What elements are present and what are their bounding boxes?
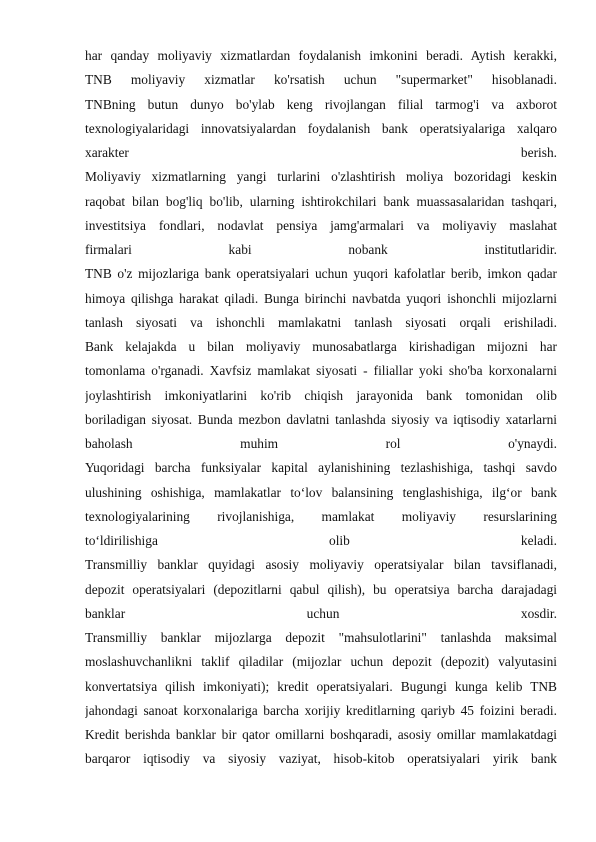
- text-line: tomonlama o'rganadi. Xavfsiz mamlakat siyosati - filiallar yoki sho'ba korxonalarni: [85, 363, 557, 379]
- text-line: TNBning butun dunyo bo'ylab keng rivojlangan filial tarmog'i va axborot: [85, 96, 557, 112]
- text-line: har qanday moliyaviy xizmatlardan foydalanish imkonini beradi. Aytish kerakki,: [85, 48, 557, 63]
- text-line: banklar uchun xosdir.: [85, 605, 557, 621]
- text-line: to‘ldirilishiga olib keladi.: [85, 533, 557, 548]
- text-line: texnologiyalaridagi innovatsiyalardan foydalanish bank operatsiyalariga xalqaro: [85, 120, 557, 136]
- body-text: [85, 44, 557, 772]
- text-line: Bank kelajakda u bilan moliyaviy munosabatlarga kirishadigan mijozni har: [85, 339, 557, 354]
- text-line: konvertatsiya qilish imkoniyati); kredit operatsiyalari. Bugungi kunga kelib TNB: [85, 678, 557, 694]
- text-line: joylashtirish imkoniyatlarini ko'rib chiqish jarayonida bank tomonidan olib: [85, 387, 557, 403]
- text-line: TNB moliyaviy xizmatlar ko'rsatish uchun "supermarket" hisoblanadi.: [85, 72, 557, 88]
- text-line: investitsiya fondlari, nodavlat pensiya jamg'armalari va moliyaviy maslahat: [85, 217, 557, 233]
- text-line: ulushining oshishiga, mamlakatlar to‘lov balansining tenglashishiga, ilg‘or bank: [85, 484, 557, 500]
- text-line: baholash muhim rol o'ynaydi.: [85, 436, 557, 451]
- text-line: Kredit berishda banklar bir qator omillarni boshqaradi, asosiy omillar mamlakatdagi: [85, 727, 557, 742]
- text-line: Yuqoridagi barcha funksiyalar kapital aylanishining tezlashishiga, tashqi savdo: [85, 460, 557, 476]
- text-line: boriladigan siyosat. Bunda mezbon davlatni tanlashda siyosiy va iqtisodiy xatarlarni: [85, 411, 557, 427]
- text-line: texnologiyalarining rivojlanishiga, mamlakat moliyaviy resurslarining: [85, 508, 557, 524]
- text-line: firmalari kabi nobank institutlaridir.: [85, 242, 557, 257]
- text-line: tanlash siyosati va ishonchli mamlakatni tanlash siyosati orqali erishiladi.: [85, 314, 557, 330]
- text-line: Transmilliy banklar mijozlarga depozit "mahsulotlarini" tanlashda maksimal: [85, 630, 557, 645]
- text-line: jahondagi sanoat korxonalariga barcha xorijiy kreditlarning qariyb 45 foizini beradi.: [85, 702, 557, 718]
- text-line: Moliyaviy xizmatlarning yangi turlarini o'zlashtirish moliya bozoridagi keskin: [85, 169, 557, 185]
- text-line: TNB o'z mijozlariga bank operatsiyalari uchun yuqori kafolatlar berib, imkon qadar: [85, 266, 557, 282]
- text-line: barqaror iqtisodiy va siyosiy vaziyat, hisob-kitob operatsiyalari yirik bank: [85, 751, 557, 767]
- text-line: himoya qilishga harakat qiladi. Bunga birinchi navbatda yuqori ishonchli mijozlarni: [85, 290, 557, 306]
- text-line: Transmilliy banklar quyidagi asosiy moliyaviy operatsiyalar bilan tavsiflanadi,: [85, 557, 557, 573]
- text-line: moslashuvchanlikni taklif qiladilar (mijozlar uchun depozit (depozit) valyutasini: [85, 654, 557, 670]
- text-line: raqobat bilan bog'liq bo'lib, ularning ishtirokchilari bank muassasalaridan tashqari,: [85, 193, 557, 209]
- text-line: depozit operatsiyalari (depozitlarni qabul qilish), bu operatsiya barcha darajadagi: [85, 581, 557, 597]
- text-line: xarakter berish.: [85, 145, 557, 160]
